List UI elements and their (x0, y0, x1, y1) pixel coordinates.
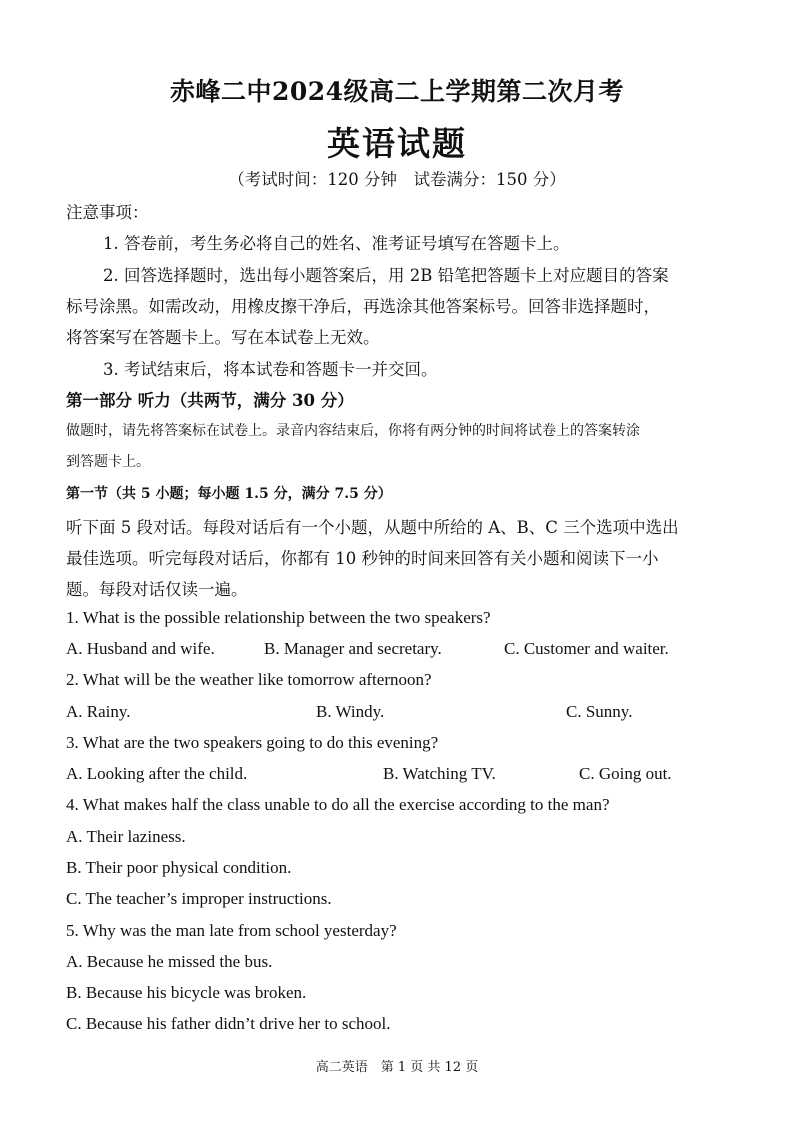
question-1-option-b: B. Manager and secretary. (264, 639, 442, 658)
notice-item-1: 1. 答卷前，考生务必将自己的姓名、准考证号填写在答题卡上。 (103, 234, 570, 253)
question-2-option-c: C. Sunny. (566, 702, 633, 721)
part1-instruction-line-2: 到答题卡上。 (66, 454, 150, 470)
question-4-option-b: B. Their poor physical condition. (66, 858, 292, 877)
notice-item-3: 3. 考试结束后，将本试卷和答题卡一并交回。 (103, 360, 438, 379)
part1-instruction-line-1: 做题时，请先将答案标在试卷上。录音内容结束后，你将有两分钟的时间将试卷上的答案转涂 (66, 423, 640, 439)
notice-item-2-line-2: 标号涂黑。如需改动，用橡皮擦干净后，再选涂其他答案标号。回答非选择题时， (66, 297, 660, 316)
question-3-option-c: C. Going out. (579, 764, 672, 783)
question-5-option-a: A. Because he missed the bus. (66, 952, 273, 971)
question-2-option-b: B. Windy. (316, 702, 385, 721)
notice-item-2-line-3: 将答案写在答题卡上。写在本试卷上无效。 (66, 328, 380, 347)
exam-info: （考试时间：120 分钟 试卷满分：150 分） (228, 170, 566, 189)
section1-line-2: 最佳选项。听完每段对话后，你都有 10 秒钟的时间来回答有关小题和阅读下一小 (66, 549, 659, 568)
question-3-option-b: B. Watching TV. (383, 764, 496, 783)
question-2-option-a: A. Rainy. (66, 702, 131, 721)
question-5-stem: 5. Why was the man late from school yesterday? (66, 921, 397, 940)
exam-title: 赤峰二中2024级高二上学期第二次月考 (169, 77, 625, 106)
section1-line-3: 题。每段对话仅读一遍。 (66, 580, 248, 599)
question-5-option-b: B. Because his bicycle was broken. (66, 983, 307, 1002)
question-2-stem: 2. What will be the weather like tomorrow afternoon? (66, 670, 432, 689)
question-3-stem: 3. What are the two speakers going to do this evening? (66, 733, 439, 752)
question-1-option-c: C. Customer and waiter. (504, 639, 669, 658)
notice-heading: 注意事项： (66, 203, 149, 222)
part1-heading: 第一部分 听力（共两节，满分 30 分） (66, 391, 354, 410)
question-4-option-c: C. The teacher’s improper instructions. (66, 889, 332, 908)
question-3-option-a: A. Looking after the child. (66, 764, 248, 783)
section1-heading: 第一节（共 5 小题；每小题 1.5 分，满分 7.5 分） (66, 486, 392, 502)
question-5-option-c: C. Because his father didn’t drive her to school. (66, 1014, 391, 1033)
question-1-option-a: A. Husband and wife. (66, 639, 215, 658)
subject-title: 英语试题 (327, 124, 467, 163)
page-footer: 高二英语 第 1 页 共 12 页 (315, 1060, 479, 1075)
notice-item-2-line-1: 2. 回答选择题时，选出每小题答案后，用 2B 铅笔把答题卡上对应题目的答案 (103, 266, 669, 285)
section1-line-1: 听下面 5 段对话。每段对话后有一个小题，从题中所给的 A、B、C 三个选项中选出 (66, 518, 679, 537)
question-1-stem: 1. What is the possible relationship between the two speakers? (66, 608, 491, 627)
question-4-option-a: A. Their laziness. (66, 827, 186, 846)
question-4-stem: 4. What makes half the class unable to do all the exercise according to the man? (66, 795, 610, 814)
